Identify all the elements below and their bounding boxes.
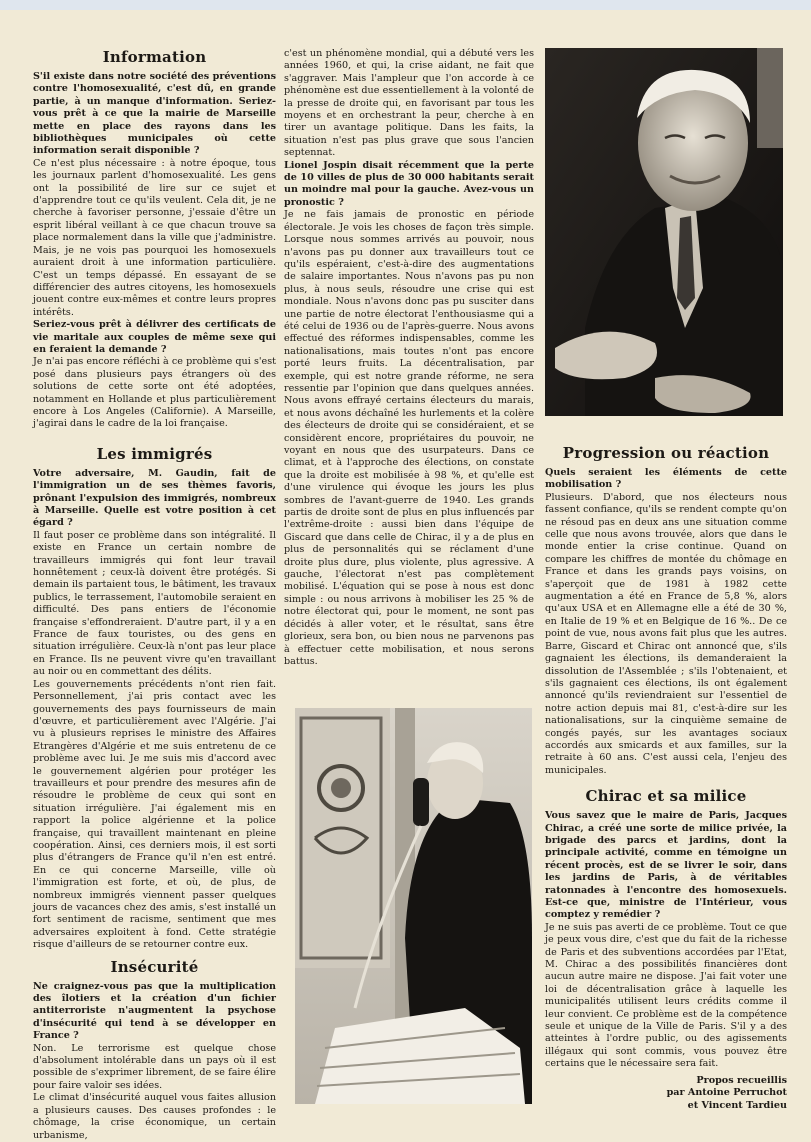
answer-text: Le climat d'insécurité auquel vous faites allusion a plusieurs causes. Des causes profondes : le chômage, la crise économique, un certain urbanisme,: [33, 1092, 276, 1141]
signature-line-3: et Vincent Tardieu: [687, 1099, 787, 1111]
signature-line-2: par Antoine Perruchot: [666, 1087, 787, 1099]
column-left: [33, 42, 276, 1142]
answer-text: Les gouvernements précédents n'ont rien fait. Personnellement, j'ai pris contact avec les gouvernements des pays fournisseurs de main d'œuvre, et particulièrement avec l'Algérie. J'ai vu à plusieurs reprises le ministre des Affaires Etrangères d'Algérie et me suis entretenu de ce problème avec lui. Je me suis mis d'accord avec le gouvernement algérien pour protéger les travailleurs et pour prendre des mesures afin de résoudre le problème de ceux qui sont en situation irrégulière. J'ai également mis en rapport la police algérienne et la police française, qui travaillent maintenant en pleine coopération. Ainsi, ces derniers mois, il est sorti plus d'étrangers de France qu'il n'en est entré. En ce qui concerne Marseille, ville où l'immigration est forte, et où, de plus, de nombreux immigrés viennent passer quelques jours de vacances chez des amis, s'est installé un fort sentiment de racisme, sentiment que mes adversaires exploitent à fond. Cette stratégie risque d'ailleurs de se retourner contre eux.: [33, 678, 276, 951]
question-text: Vous savez que le maire de Paris, Jacques Chirac, a créé une sorte de milice privée, la brigade des parcs et jardins, dont la principale activité, comme en témoigne un récent procès, est de se livrer le soir, dans les jardins de Paris, à de véritables ratonnades à l'encontre des homosexuels. Est-ce que, ministre de l'Intérieur, vous comptez y remédier ?: [545, 810, 787, 921]
question-text: Quels seraient les éléments de cette mobilisation ?: [545, 467, 787, 491]
portrait-photo: [545, 48, 783, 416]
question-text: Seriez-vous prêt à délivrer des certificats de vie maritale aux couples de même sexe qui en feraient la demande ?: [33, 319, 276, 355]
column-middle: [284, 48, 534, 668]
answer-text: Plusieurs. D'abord, que nos électeurs nous fassent confiance, qu'ils se rendent compte qu'on ne résoud pas en deux ans une situation comme celle que nous avons trouvée, alors que dans le monde entier la crise continue. Quand on compare les chiffres de montée du chômage en France et dans les grands pays voisins, on s'aperçoit que de 1981 à 1982 cette augmentation a été en France de 5,8 %, alors qu'aux USA et en Allemagne elle a été de 30 %, en Italie de 19 % et en Belgique de 16 %.. De ce point de vue, nous avons fait plus que les autres. Barre, Giscard et Chirac ont annoncé que, s'ils gagnaient les élections, ils demanderaient la dissolution de l'Assemblée ; s'ils l'obtenaient, et s'ils gagnaient ces élections, ils ont également annoncé qu'ils reviendraient sur l'essentiel de notre action depuis mai 81, c'est-à-dire sur les nationalisations, sur la cinquième semaine de congés payés, sur les avantages sociaux accordés aux smicards et aux familles, sur la retraite à 60 ans. C'est aussi cela, l'enjeu des municipales.: [545, 491, 787, 776]
heading-insecurite: Insécurité: [110, 957, 199, 976]
question-text: Lionel Jospin disait récemment que la perte de 10 villes de plus de 30 000 habitants serait un moindre mal pour la gauche. Avez-vous un pronostic ?: [284, 159, 534, 208]
answer-text: Il faut poser ce problème dans son intégralité. Il existe en France un certain nombre de travailleurs immigrés qui font leur travail honnêtement ; ceux-là doivent être protégés. Si demain ils partaient tous, le bâtiment, les travaux publics, le terrassement, l'automobile seraient en difficulté. Des pans entiers de l'économie française s'effondreraient. D'autre part, il y a en France de faux touristes, ou des gens en situation irrégulière. Ceux-là n'ont pas leur place en France. Ils ne peuvent vivre qu'en travaillant au noir ou en commettant des délits.: [33, 529, 276, 678]
answer-text: Je n'ai pas encore réfléchi à ce problème qui s'est posé dans plusieurs pays étrangers où des solutions de cette sorte ont été adoptées, notamment en Hollande et plus particulièrement encore à Los Angeles (Californie). A Marseille, j'agirai dans le cadre de la loi française.: [33, 356, 276, 430]
question-text: Ne craignez-vous pas que la multiplication des îlotiers et la création d'un fichier antiterroriste n'augmentent la psychose d'insécurité qui tend à se développer en France ?: [33, 980, 276, 1042]
column-right: [545, 438, 787, 1112]
top-margin-strip: [0, 0, 811, 10]
answer-text: Je ne fais jamais de pronostic en période électorale. Je vois les choses de façon très simple. Lorsque nous sommes arrivés au pouvoir, nous n'avons pas pu donner aux travailleurs tout ce qu'ils espéraient, c'est-à-dire des augmentations de salaire importantes. Nous n'avons pas pu non plus, à nous seuls, résoudre une crise qui est mondiale. Nous n'avons donc pas pu susciter dans une partie de notre électorat l'enthousiasme qui a été celui de 1936 ou de l'après-guerre. Nous avons effectué des réformes indispensables, comme les nationalisations, mais toutes n'ont pas encore porté leurs fruits. La décentralisation, par exemple, qui est notre grande réforme, ne sera ressentie par l'opinion que dans quelques années. Nous avons effrayé certains électeurs du marais, et nous avons déchaîné les hurlements et la colère des électeurs de droite qui se considéraient, et se considèrent encore, propriétaires du pouvoir, ne voyant en nous que des usurpateurs. Dans ce climat, et à l'approche des élections, on constate que la droite est mobilisée à 98 %, et qu'elle est d'une virulence qui évoque les jours les plus sombres de l'avant-guerre de 1940. Les grands partis de droite sont de plus en plus influencés par l'extrême-droite : aussi bien dans l'équipe de Giscard que dans celle de Chirac, il y a de plus en plus de personnalités qui se réclament d'une droite plus dure, plus violente, plus agressive. A gauche, l'électorat n'est pas complètement mobilisé. L'équation qui se pose à nous est donc simple : ou nous arrivons à mobiliser les 25 % de notre électorat qui, pour le moment, ne sont pas décidés à aller voter, et le résultat, sans être glorieux, sera bon, ou bien nous ne parvenons pas à effectuer cette mobilisation, et nous serons battus.: [284, 209, 534, 667]
question-text: Votre adversaire, M. Gaudin, fait de l'immigration un de ses thèmes favoris, prônant l'expulsion des immigrés, nombreux à Marseille. Quelle est votre position à cet égard ?: [33, 467, 276, 529]
signature-line-1: Propos recueillis: [696, 1074, 787, 1086]
heading-information: Information: [102, 48, 207, 66]
question-text: S'il existe dans notre société des préventions contre l'homosexualité, c'est dû, en grande partie, à un manque d'information. Seriez-vous prêt à ce que la mairie de Marseille mette en place des rayons dans les bibliothèques municipales où cette information serait disponible ?: [33, 71, 276, 157]
answer-text: c'est un phénomène mondial, qui a débuté vers les années 1960, et qui, la crise aidant, ne fait que s'aggraver. Mais l'ampleur que l'on accorde à ce phénomène est due essentiellement à la volonté de la presse de droite qui, en favorisant par tous les moyens et en orchestrant la peur, cherche à en tirer un avantage politique. Dans les faits, la situation n'est pas plus grave que sous l'ancien septennat.: [284, 48, 534, 159]
heading-progression: Progression ou réaction: [562, 444, 770, 462]
telephone-photo: [295, 708, 532, 1104]
answer-text: Ce n'est plus nécessaire : à notre époque, tous les journaux parlent d'homosexualité. Les gens ont la possibilité de lire sur ce sujet et d'apprendre tout ce qu'ils veulent. Cela dit, je ne cherche à favoriser personne, j'essaie d'être un esprit libéral veillant à ce que chacun trouve sa place normalement dans la ville que j'administre. Mais, je ne vois pas pourquoi les homosexuels auraient droit à une information particulière. C'est un temps dépassé. En essayant de se différencier des autres citoyens, les homosexuels jouent contre eux-mêmes et contre leurs propres intérêts.: [33, 157, 276, 318]
heading-immigres: Les immigrés: [96, 444, 213, 463]
heading-milice: Chirac et sa milice: [585, 787, 747, 806]
answer-text: Non. Le terrorisme est quelque chose d'absolument intolérable dans un pays où il est possible de s'exprimer librement, de se faire élire pour faire valoir ses idées.: [33, 1042, 276, 1091]
answer-text: Je ne suis pas averti de ce problème. Tout ce que je peux vous dire, c'est que du fait de la richesse de Paris et des subventions accordées par l'Etat, M. Chirac a des possibilités financières dont aucun autre maire ne dispose. J'ai fait voter une loi de décentralisation grâce à laquelle les municipalités utilisent leurs crédits comme il leur convient. Ce problème est de la compétence seule et unique de la Ville de Paris. S'il y a des atteintes à l'ordre public, ou des agissements illégaux qui sont commis, vous pouvez être certains que le nécessaire sera fait.: [545, 921, 787, 1070]
